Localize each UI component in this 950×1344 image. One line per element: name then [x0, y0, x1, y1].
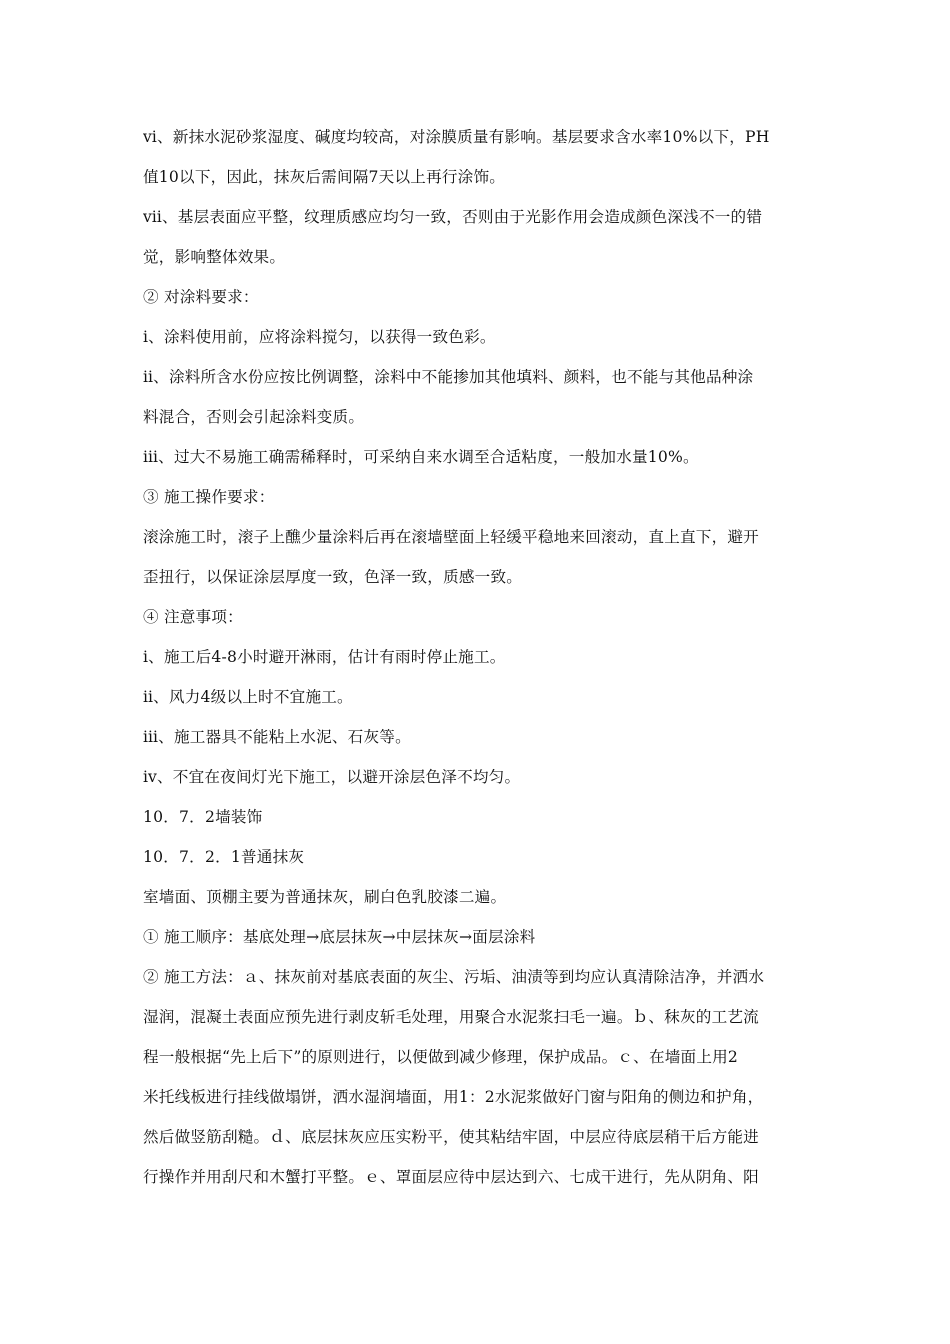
text-line: 料混合，否则会引起涂料变质。 — [143, 408, 365, 426]
text-line: 滚涂施工时，滚子上醮少量涂料后再在滚墙壁面上轻缓平稳地来回滚动，直上直下，避开 — [143, 528, 759, 546]
text-line: 湿润，混凝土表面应预先进行剥皮斩毛处理，用聚合水泥浆扫毛一遍。ｂ、秣灰的工艺流 — [143, 1008, 759, 1026]
document-body — [143, 122, 806, 1202]
text-line: 室墙面、顶棚主要为普通抹灰，刷白色乳胶漆二遍。 — [143, 888, 507, 906]
text-line: 然后做竖筋刮糙。ｄ、底层抹灰应压实粉平，使其粘结牢固，中层应待底层稍干后方能进 — [143, 1128, 759, 1146]
text-line: 值10以下，因此，抹灰后需间隔7天以上再行涂饰。 — [143, 168, 506, 186]
text-line: 程一般根据“先上后下”的原则进行，以便做到减少修理，保护成品。ｃ、在墙面上用2 — [143, 1048, 739, 1066]
text-line: ⅲ、施工器具不能粘上水泥、石灰等。 — [143, 728, 411, 746]
section-heading: ④ 注意事项： — [143, 608, 243, 626]
text-line: ⅰ、施工后4-8小时避开淋雨，估计有雨时停止施工。 — [143, 648, 506, 666]
text-line: 觉，影响整体效果。 — [143, 248, 286, 266]
text-line: ① 施工顺序：基底处理→底层抹灰→中层抹灰→面层涂料 — [143, 928, 536, 946]
text-line: 米托线板进行挂线做塌饼，洒水湿润墙面，用1：2水泥浆做好门窗与阳角的侧边和护角， — [143, 1088, 764, 1106]
text-line: 歪扭行，以保证涂层厚度一致，色泽一致，质感一致。 — [143, 568, 523, 586]
text-line: ⅱ、风力4级以上时不宜施工。 — [143, 688, 353, 706]
section-heading: ② 对涂料要求： — [143, 288, 259, 306]
text-line: 行操作并用刮尺和木蟹打平整。ｅ、罩面层应待中层达到六、七成干进行，先从阴角、阳 — [143, 1168, 759, 1186]
text-line: ⅲ、过大不易施工确需稀释时，可采纳自来水调至合适粘度，一般加水量10%。 — [143, 448, 699, 466]
section-heading: 10．7．2墙装饰 — [143, 808, 263, 826]
section-heading: 10．7．2．1普通抹灰 — [143, 848, 305, 866]
text-line: ⅶ、基层表面应平整，纹理质感应均匀一致，否则由于光影作用会造成颜色深浅不一的错 — [143, 208, 763, 226]
text-line: ⅵ、新抹水泥砂浆湿度、碱度均较高，对涂膜质量有影响。基层要求含水率10%以下，PH — [143, 128, 770, 146]
text-line: ⅰ、涂料使用前，应将涂料搅匀，以获得一致色彩。 — [143, 328, 496, 346]
text-line: ⅱ、涂料所含水份应按比例调整，涂料中不能掺加其他填料、颜料，也不能与其他品种涂 — [143, 368, 754, 386]
text-line: ② 施工方法：ａ、抹灰前对基底表面的灰尘、污垢、油渍等到均应认真清除洁净，并洒水 — [143, 968, 765, 986]
section-heading: ③ 施工操作要求： — [143, 488, 275, 506]
text-line: ⅳ、不宜在夜间灯光下施工，以避开涂层色泽不均匀。 — [143, 768, 521, 786]
